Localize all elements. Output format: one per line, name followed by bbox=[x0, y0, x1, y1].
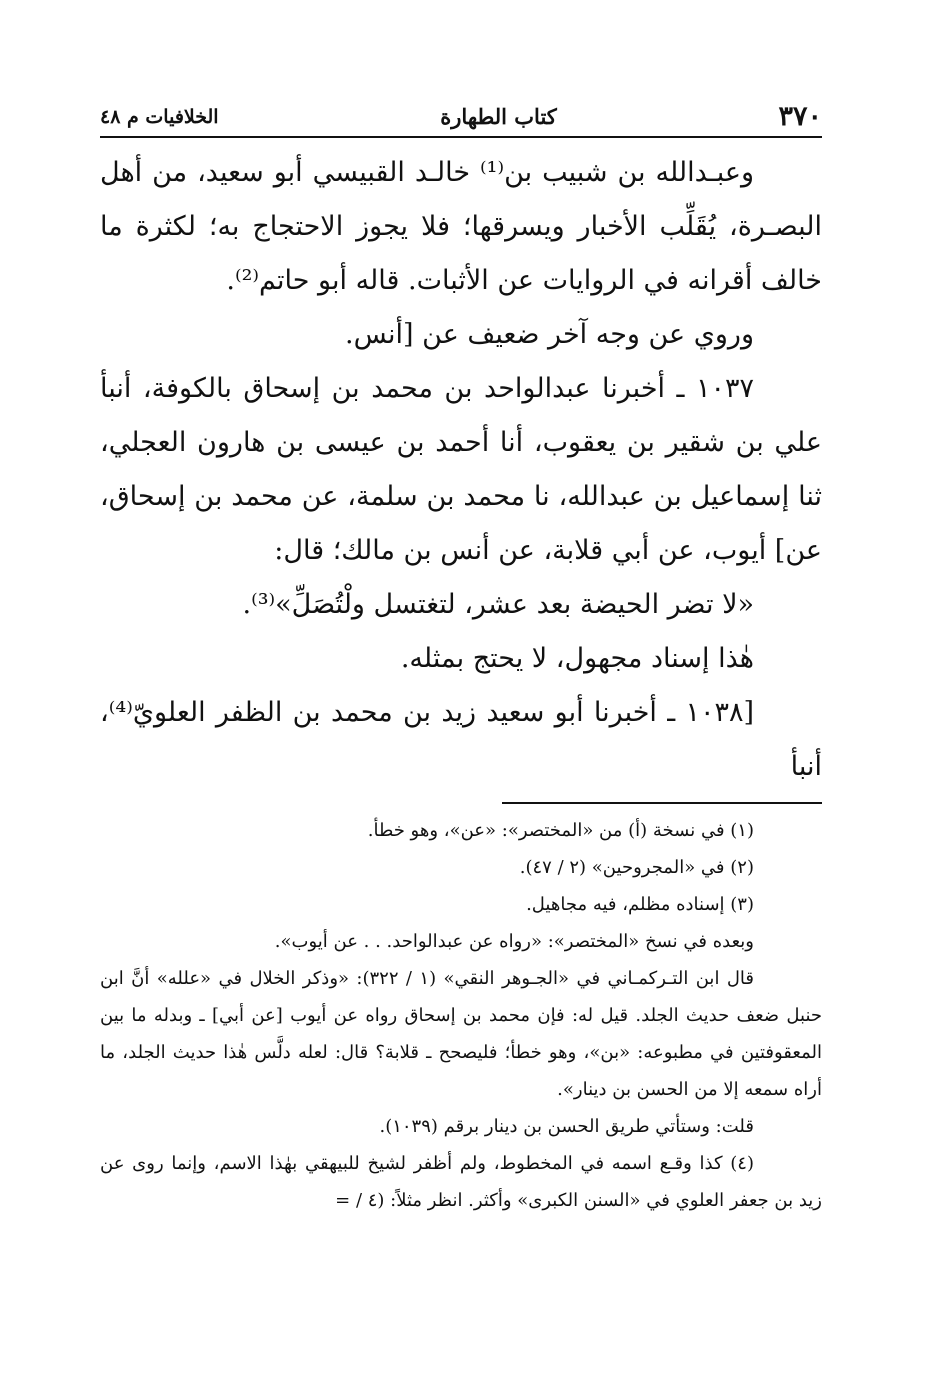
book-title: كتاب الطهارة bbox=[440, 104, 557, 129]
hadith-1038: [١٠٣٨ ـ أخبرنا أبو سعيد زيد بن محمد بن الظفر العلويّ⁽⁴⁾، أنبأ bbox=[100, 697, 822, 782]
paragraph: وعبـدالله بن شبيب بن⁽¹⁾ خالـد القبيسي أبو سعيد، من أهل البصـرة، يُقَلِّب الأخبار ويسرقها؛ فلا يجوز الاحتجاج به؛ لكثرة ما خالف أقرانه في الروايات عن الأثبات. قاله أبو حاتم⁽²⁾. bbox=[100, 157, 822, 296]
footnote-3-note: قلت: وستأتي طريق الحسن بن دينار برقم (١٠٣٩). bbox=[379, 1116, 754, 1137]
paragraph: هٰذا إسناد مجهول، لا يحتج بمثله. bbox=[400, 643, 754, 674]
footnote-4: (٤) كذا وقـع اسمه في المخطوط، ولم أظفر لشيخ للبيهقي بهٰذا الاسم، وإنما روى عن زيد بن جعفر العلوي في «السنن الكبرى» وأكثر. انظر مثلاً: (٤ / = bbox=[100, 1153, 822, 1211]
page-number: ٣٧٠ bbox=[778, 101, 822, 132]
footnote-3-cont: وبعده في نسخ «المختصر»: «رواه عن عبدالواحد. . . عن أيوب». bbox=[274, 931, 754, 952]
footnote-1: (١) في نسخة (أ) من «المختصر»: «عن»، وهو خطأ. bbox=[367, 820, 754, 841]
footnote-3: (٣) إسناده مظلم، فيه مجاهيل. bbox=[526, 894, 754, 915]
hadith-1037: ١٠٣٧ ـ أخبرنا عبدالواحد بن محمد بن إسحاق بالكوفة، أنبأ علي بن شقير بن يعقوب، أنا أحمد بن عيسى بن هارون العجلي، ثنا إسماعيل بن عبدالله، نا محمد بن سلمة، عن محمد بن إسحاق، عن] أيوب، عن أبي قلابة، عن أنس بن مالك؛ قال: bbox=[100, 373, 822, 566]
footnotes bbox=[100, 812, 822, 1219]
volume-mark: الخلافيات م ٤٨ bbox=[100, 106, 219, 128]
main-text bbox=[100, 146, 822, 794]
footnote-2: (٢) في «المجروحين» (٢ / ٤٧). bbox=[519, 857, 754, 878]
running-header bbox=[100, 90, 822, 138]
footnote-3-quote: قال ابن التـركمـاني في «الجـوهر النقي» (١ / ٣٢٢): «وذكر الخلال في «علله» أنَّ ابن حنبل ضعف حديث الجلد. قيل له: فإن محمد بن إسحاق رواه عن أيوب [عن أبي] ـ وبدله ما بين المعقوفتين في مطبوعه: «بن»، وهو خطأ؛ فليصحح ـ قلابة؟ قال: لعله دلَّس هٰذا حديث الجلد، ما أراه سمعه إلا من الحسن بن دينار». bbox=[100, 968, 822, 1100]
footnote-separator bbox=[502, 802, 822, 804]
hadith-matn: «لا تضر الحيضة بعد عشر، لتغتسل ولْتُصَلِّ»⁽³⁾. bbox=[242, 589, 754, 620]
paragraph: وروي عن وجه آخر ضعيف عن [أنس. bbox=[345, 319, 754, 350]
book-page bbox=[100, 90, 822, 1219]
